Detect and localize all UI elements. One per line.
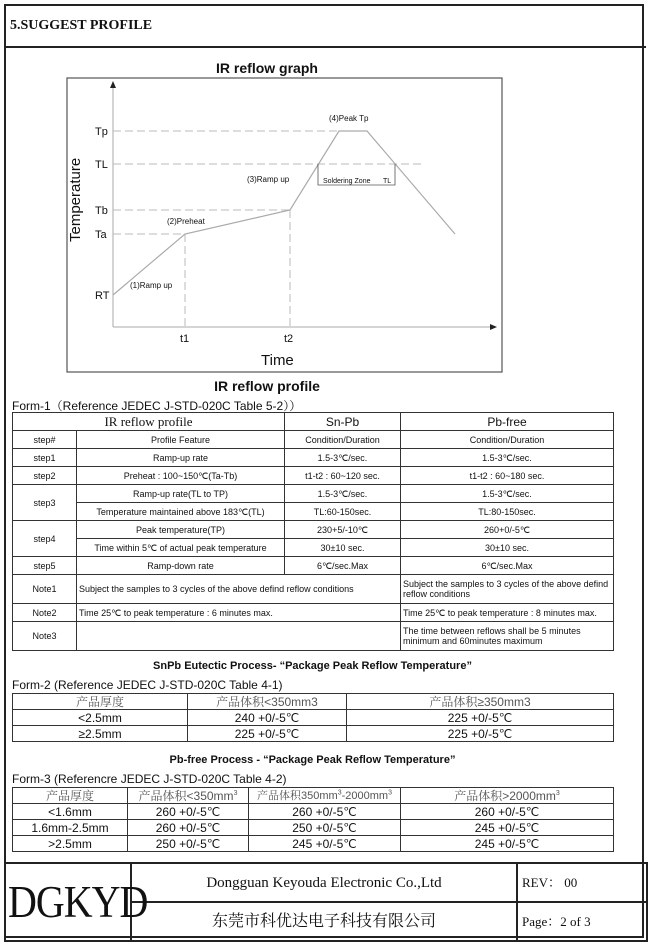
- table-row: step2 Preheat : 100~150℃(Ta-Tb) t1-t2 : 60~120 sec. t1-t2 : 60~180 sec.: [13, 467, 614, 485]
- table-row: IR reflow profile Sn-Pb Pb-free: [13, 413, 614, 431]
- page-number: Page：2 of 3: [517, 902, 647, 941]
- company-logo: DGKYD: [5, 857, 131, 947]
- table-row: Note2 Time 25℃ to peak temperature : 6 minutes max. Time 25℃ to peak temperature : 8 minutes max.: [13, 604, 614, 622]
- annotation-zone: Soldering Zone: [323, 178, 371, 185]
- y-axis-label: Temperature: [67, 157, 84, 242]
- level-tp: Tp: [95, 126, 108, 138]
- annotation-zone-tl: TL: [383, 178, 392, 185]
- table-row: >2.5mm 250 +0/-5℃ 245 +0/-5℃ 245 +0/-5℃: [13, 836, 614, 852]
- table-row: step5 Ramp-down rate 6℃/sec.Max 6℃/sec.Max: [13, 557, 614, 575]
- y-axis-arrow-icon: [110, 81, 116, 88]
- table-row: Note1 Subject the samples to 3 cycles of the above defind reflow conditions Subject the samples to 3 cycles of the above defind reflow conditions: [13, 575, 614, 604]
- table-row: Time within 5℃ of actual peak temperature 30±10 sec. 30±10 sec.: [13, 539, 614, 557]
- level-rt: RT: [95, 290, 110, 302]
- table-row: 产品厚度 产品体积$<350mm^3$ 产品体积$350mm^3-2000mm^3$ 产品体积$>2000mm^3$: [13, 788, 614, 804]
- revision: REV： 00: [517, 863, 647, 902]
- annotation-preheat: (2)Preheat: [167, 217, 205, 226]
- form1-caption: Form-1（Reference JEDEC J-STD-020C Table 5-2））: [12, 399, 302, 413]
- table-row: 1.6mm-2.5mm 260 +0/-5℃ 250 +0/-5℃ 245 +0/-5℃: [13, 820, 614, 836]
- form3-caption: Form-3 (Referencre JEDEC J-STD-020C Table 4-2): [12, 772, 287, 786]
- table-row: 产品厚度 产品体积<350mm3 产品体积≥350mm3: [13, 694, 614, 710]
- company-name-cn: 东莞市科优达电子科技有限公司: [131, 902, 517, 941]
- x-axis-arrow-icon: [490, 324, 497, 330]
- table-row: step3 Ramp-up rate(TL to TP) 1.5-3℃/sec. 1.5-3℃/sec.: [13, 485, 614, 503]
- form1-table: [12, 412, 614, 651]
- section-title: 5.SUGGEST PROFILE: [4, 4, 646, 48]
- form1-title: IR reflow profile: [214, 378, 320, 394]
- graph-border: [67, 78, 502, 372]
- table-row: <1.6mm 260 +0/-5℃ 260 +0/-5℃ 260 +0/-5℃: [13, 804, 614, 820]
- level-ta: Ta: [95, 229, 107, 241]
- table-row: step4 Peak temperature(TP) 230+5/-10℃ 260+0/-5℃: [13, 521, 614, 539]
- company-name-en: Dongguan Keyouda Electronic Co.,Ltd: [131, 863, 517, 902]
- form3-table: [12, 787, 614, 852]
- footer-table: [4, 862, 648, 942]
- ir-reflow-graph: [0, 0, 650, 400]
- form3-title: Pb-free Process - “Package Peak Reflow Temperature”: [169, 754, 456, 766]
- reflow-curve: [113, 131, 455, 295]
- table-row: ≥2.5mm 225 +0/-5℃ 225 +0/-5℃: [13, 726, 614, 742]
- mark-t1: t1: [180, 333, 190, 345]
- form2-title: SnPb Eutectic Process- “Package Peak Reflow Temperature”: [153, 660, 472, 672]
- table-row: step# Profile Feature Condition/Duration Condition/Duration: [13, 431, 614, 449]
- level-tb: Tb: [95, 205, 108, 217]
- table-row: Temperature maintained above 183℃(TL) TL:60-150sec. TL:80-150sec.: [13, 503, 614, 521]
- annotation-ramp3: (3)Ramp up: [247, 175, 290, 184]
- level-tl: TL: [95, 159, 108, 171]
- form2-caption: Form-2 (Reference JEDEC J-STD-020C Table 4-1): [12, 678, 283, 692]
- table-row: Note3 The time between reflows shall be 5 minutes minimum and 60minutes maximum: [13, 622, 614, 651]
- table-row: step1 Ramp-up rate 1.5-3℃/sec. 1.5-3℃/sec.: [13, 449, 614, 467]
- form2-table: [12, 693, 614, 742]
- graph-title: IR reflow graph: [216, 60, 318, 76]
- annotation-peak: (4)Peak Tp: [329, 114, 369, 123]
- table-row: <2.5mm 240 +0/-5℃ 225 +0/-5℃: [13, 710, 614, 726]
- x-axis-label: Time: [261, 352, 294, 369]
- mark-t2: t2: [284, 333, 294, 345]
- annotation-ramp1: (1)Ramp up: [130, 281, 173, 290]
